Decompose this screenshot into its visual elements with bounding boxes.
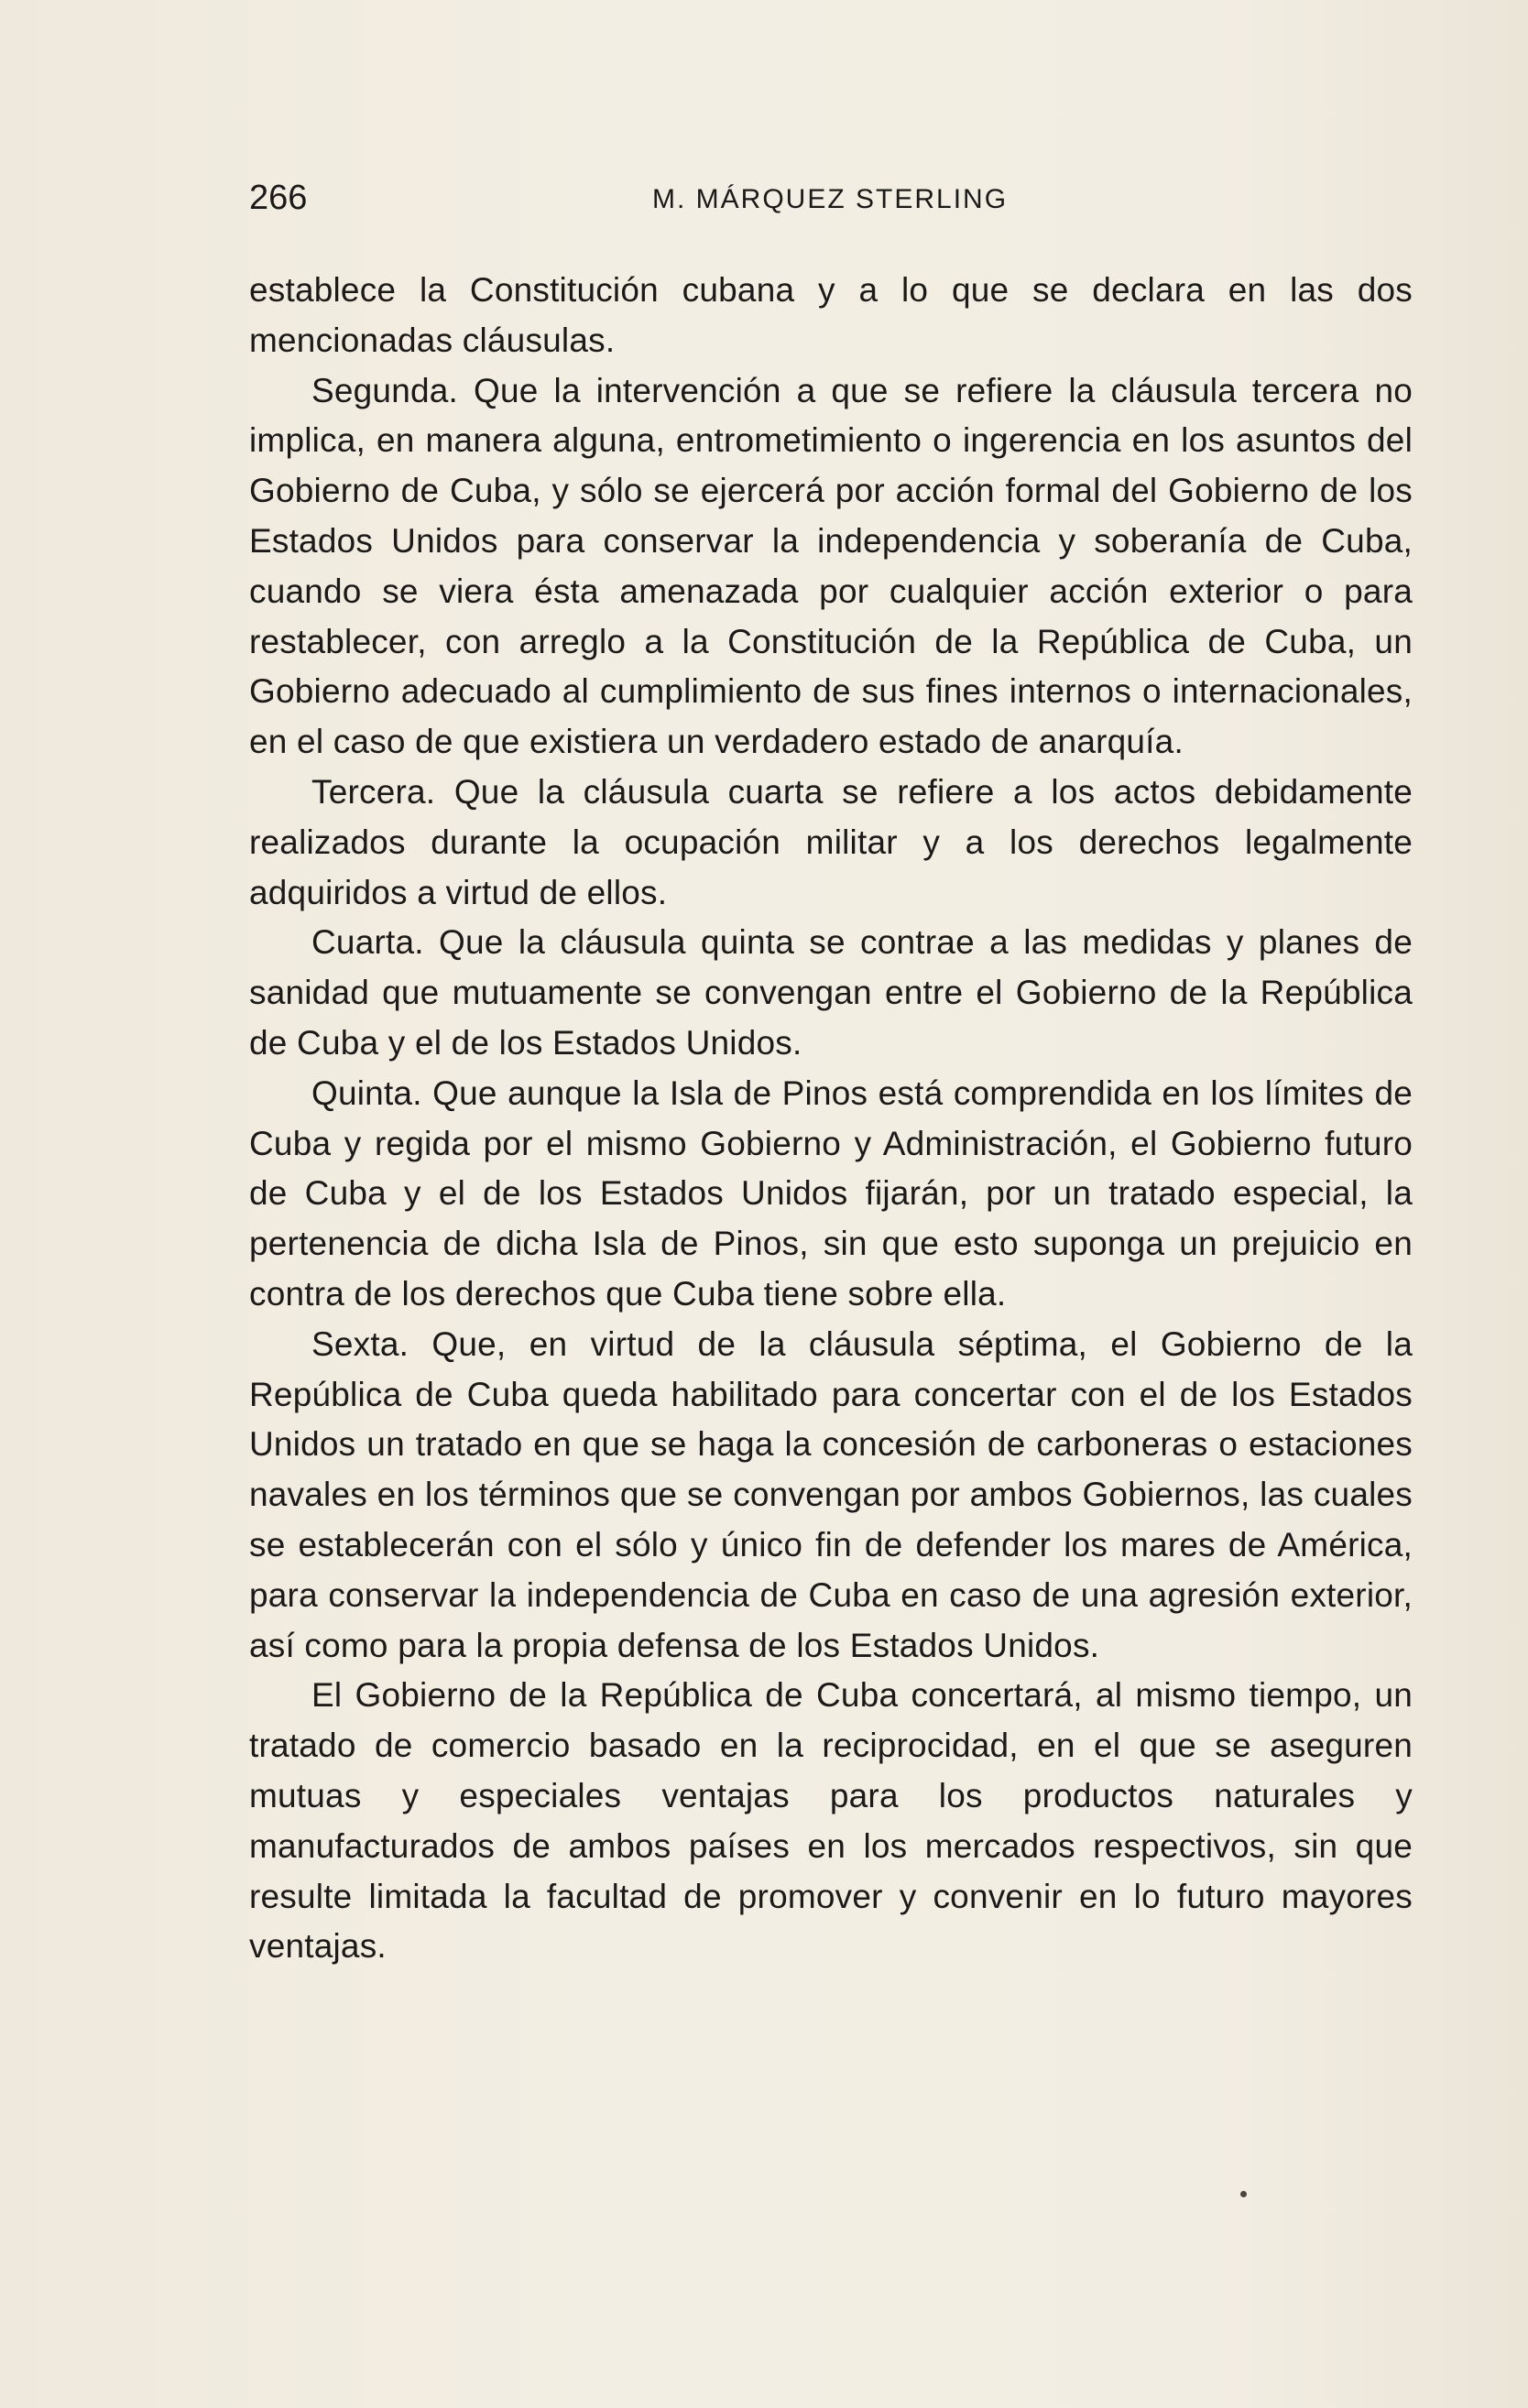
running-head: M. MÁRQUEZ STERLING — [652, 184, 1009, 214]
page-number: 266 — [249, 179, 308, 217]
paragraph-sexta: Sexta. Que, en virtud de la cláusula séptima, el Gobierno de la República de Cuba queda habilitado para concertar con el de los Estados Unidos un tratado en que se haga la concesión de carboneras o estaciones navales en los términos que se convengan por ambos Gobiernos, las cuales se establecerán con el sólo y único fin de defender los mares de América, para conservar la independencia de Cuba en caso de una agresión exterior, así como para la propia defensa de los Estados Unidos. — [249, 1324, 1413, 1664]
paragraph-segunda: Segunda. Que la intervención a que se refiere la cláusula tercera no implica, en manera alguna, entrometimiento o ingerencia en los asuntos del Gobierno de Cuba, y sólo se ejercerá por acción formal del Gobierno de los Estados Unidos para conservar la independencia y soberanía de Cuba, cuando se viera ésta amenazada por cualquier acción exterior o para restablecer, con arreglo a la Constitución de la República de Cuba, un Gobierno adecuado al cumplimiento de sus fines internos o internacionales, en el caso de que existiera un verdadero estado de anarquía. — [249, 371, 1413, 761]
paragraph-cuarta: Cuarta. Que la cláusula quinta se contrae a las medidas y planes de sanidad que mutuamente se convengan entre el Gobierno de la República de Cuba y el de los Estados Unidos. — [249, 923, 1413, 1062]
paragraph-tratado-comercio: El Gobierno de la República de Cuba concertará, al mismo tiempo, un tratado de comercio basado en la reciprocidad, en el que se aseguren mutuas y especiales ventajas para los productos naturales y manufacturados de ambos países en los mercados respectivos, sin que resulte limitada la facultad de promover y convenir en lo futuro mayores ventajas. — [249, 1676, 1413, 1966]
page-header — [249, 176, 1420, 220]
paragraph-continuation: establece la Constitución cubana y a lo que se declara en las dos mencionadas cláusulas. — [249, 271, 1413, 359]
paragraph-quinta: Quinta. Que aunque la Isla de Pinos está comprendida en los límites de Cuba y regida por el mismo Gobierno y Administración, el Gobierno futuro de Cuba y el de los Estados Unidos fijarán, por un tratado especial, la pertenencia de dicha Isla de Pinos, sin que esto suponga un prejuicio en contra de los derechos que Cuba tiene sobre ella. — [249, 1073, 1413, 1313]
body-text — [249, 266, 1413, 1972]
ink-speck — [1240, 2191, 1247, 2197]
paragraph-tercera: Tercera. Que la cláusula cuarta se refiere a los actos debidamente realizados durante la ocupación militar y a los derechos legalmente adquiridos a virtud de ellos. — [249, 772, 1413, 911]
